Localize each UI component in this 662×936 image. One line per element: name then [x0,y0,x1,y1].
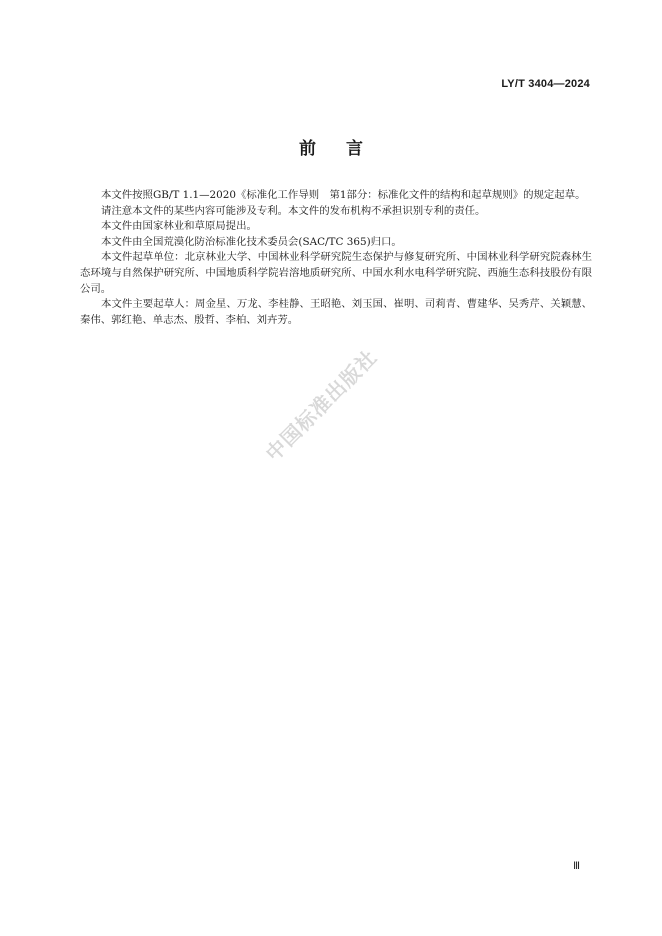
page-title: 前言 [299,139,393,159]
paragraph-patent-notice: 请注意本文件的某些内容可能涉及专利。本文件的发布机构不承担识别专利的责任。 [101,204,486,217]
paragraph-committee: 本文件由全国荒漠化防治标准化技术委员会(SAC/TC 365)归口。 [101,235,402,248]
foreword-body [80,188,592,328]
page-number: Ⅲ [573,861,580,872]
publisher-watermark: 中国标准出版社 [260,344,382,466]
paragraph-drafting-rules: 本文件按照GB/T 1.1—2020《标准化工作导则 第1部分：标准化文件的结构和起草规则》的规定起草。 [101,189,586,201]
paragraph-proposer: 本文件由国家林业和草原局提出。 [101,220,257,233]
standard-code: LY/T 3404—2024 [501,78,590,90]
paragraph-drafting-units: 本文件起草单位：北京林业大学、中国林业科学研究院生态保护与修复研究所、中国林业科学研究院森林生态环境与自然保护研究所、中国地质科学院岩溶地质研究所、中国水利水电科学研究院、西施生态科技股份有限公司。 [80,251,592,295]
paragraph-drafters: 本文件主要起草人：周金星、万龙、李桂静、王昭艳、刘玉国、崔明、司莉青、曹建华、吴秀芹、关颖慧、秦伟、郭红艳、单志杰、殷哲、李柏、刘卉芳。 [80,298,592,326]
